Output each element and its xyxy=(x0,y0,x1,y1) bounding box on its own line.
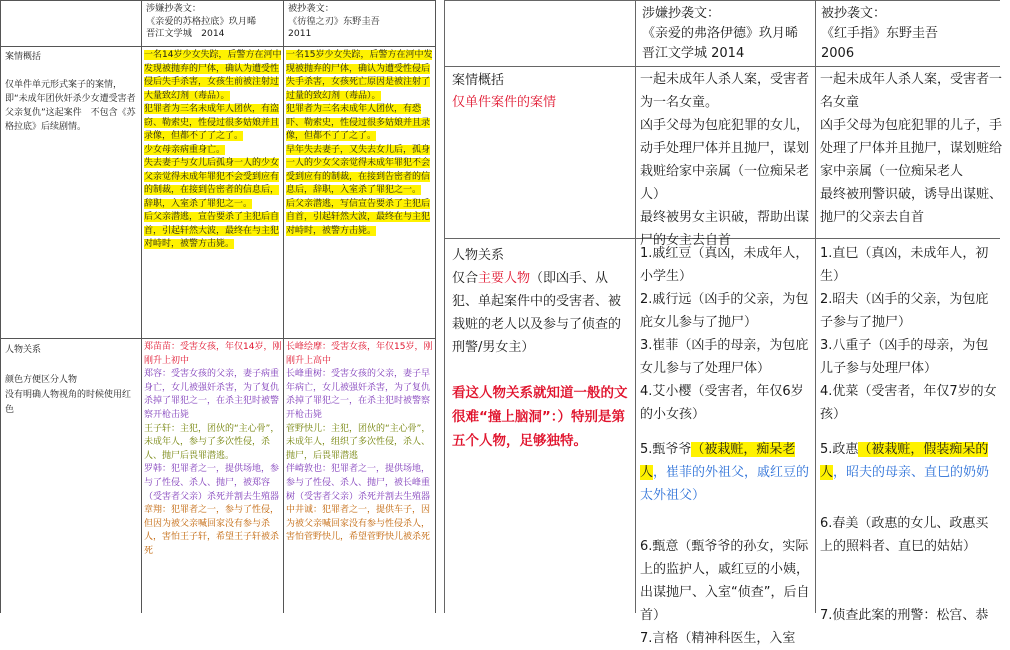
character-entry: 章翔：犯罪者之一，参与了性侵，但因为被父亲喊回家没有参与杀人，害怕王子轩，希望王子轩被杀死 xyxy=(144,505,280,556)
author-comment: 看这人物关系就知道一般的文很难“撞上脑洞”：）特别是第五个人物，足够独特。 xyxy=(452,385,628,449)
summary-paragraph: 后父亲潜逃，写信宣告要杀了主犯后自首，引起轩然大波，最终在与主犯对峙时，被警方击毙。 xyxy=(286,198,431,236)
summary-paragraph: 犯罪者为三名未成年人团伙，有盗窃、勒索史，性侵过很多姑娘并且录像，但都不了了之了。 xyxy=(144,104,280,141)
right-header-plagiarist xyxy=(642,4,814,64)
header-line: 被抄袭文： xyxy=(288,3,334,14)
character-entry: 2.戚行远（凶手的父亲，为包庇女儿参与了抛尸） xyxy=(640,292,809,330)
summary-paragraph: 失去妻子与女儿后孤身一人的少女父亲觉得未成年罪犯不会受到应有的制裁，在接到告密者的信息后，辞职，入室杀了罪犯之一。 xyxy=(144,158,280,209)
row-title: 人物关系 xyxy=(452,248,505,263)
character-entry: 7.言格（精神科医生，入室 xyxy=(640,631,796,646)
right-comparison-table xyxy=(444,0,1003,646)
entry-relation: ，昭夫的母亲、直巳的奶奶 xyxy=(833,465,990,480)
header-line: 《亲爱的弗洛伊德》玖月晞 xyxy=(642,26,799,41)
character-entry: 中井诚：犯罪者之一，提供车子，因为被父亲喊回家没有参与性侵杀人，害怕菅野快儿，希望菅野快儿被杀死 xyxy=(286,505,431,543)
row-note: 仅单件单元形式案子的案情，即“未成年团伙奸杀少女遭受害者父亲复仇”这起案件 不包含《苏格拉底》后续剧情。 xyxy=(5,80,136,132)
character-entry: 2.昭夫（凶手的父亲，为包庇子参与了抛尸） xyxy=(820,292,989,330)
character-entry: 长峰绘摩：受害女孩，年仅15岁，刚刚升上高中 xyxy=(286,342,433,366)
header-line: 晋江文学城 2014 xyxy=(642,46,745,61)
row-note-text: （即凶手、从犯、单起案件中的受害者、被栽赃的老人以及参与了侦查的刑警/男女主） xyxy=(452,271,622,355)
summary-paragraph: 凶手父母为包庇犯罪的儿子，手处理了尸体并且抛尸，谋划赃给家中亲属（一位痴呆老人 xyxy=(820,118,1003,179)
case-summary-original xyxy=(820,68,1010,229)
row-note: 颜色方便区分人物 xyxy=(5,375,78,385)
character-entry: 1.直巳（真凶，未成年人，初生） xyxy=(820,246,989,284)
summary-paragraph: 一起未成年人杀人案，受害者为一名女童。 xyxy=(640,72,810,110)
character-entry: 伴崎敦也：犯罪者之一，提供场地，参与了性侵、杀人、抛尸，被长峰重树（受害者父亲）杀死并割去生殖器 xyxy=(286,464,431,502)
header-line: 《彷徨之刃》东野圭吾 xyxy=(288,15,380,27)
header-line: 2011 xyxy=(288,28,312,39)
character-entry: 罗韩：犯罪者之一，提供场地，参与了性侵、杀人、抛尸，被郑容（受害者父亲）杀死并割去生殖器 xyxy=(144,464,280,502)
summary-paragraph: 少女母亲病重身亡。 xyxy=(144,144,226,155)
summary-paragraph: 一起未成年人杀人案，受害者一名女童 xyxy=(820,72,1003,110)
row-title: 案情概括 xyxy=(452,73,505,88)
entry-relation: ，崔菲的外祖父，戚红豆的太外祖父） xyxy=(640,465,810,503)
character-entry: 郑苗苗：受害女孩，年仅14岁，刚刚升上初中 xyxy=(144,342,282,366)
case-summary-label xyxy=(452,70,632,114)
header-line: 被抄袭文： xyxy=(821,6,887,21)
case-summary-label xyxy=(5,50,136,134)
entry-text: 5.甄爷爷 xyxy=(640,442,692,457)
summary-paragraph: 犯罪者为三名未成年人团伙，有恐吓、勒索史，性侵过很多姑娘并且录像，但都不了了之了。 xyxy=(286,104,431,141)
entry-highlight: （被栽赃，假装痴呆的人 xyxy=(820,442,989,480)
right-header-original xyxy=(821,4,999,64)
characters-original xyxy=(820,242,998,627)
character-entry: 3.八重子（凶手的母亲，为包儿子参与处理尸体） xyxy=(820,338,989,376)
header-line: 晋江文学城 2014 xyxy=(146,28,225,39)
header-line: 涉嫌抄袭文： xyxy=(642,6,721,21)
case-summary-plagiarist xyxy=(144,49,282,252)
summary-paragraph: 一名14岁少女失踪，后警方在河中发现被抛弃的尸体，确认为遭受性侵后失手杀害，女孩生前被注射过大量致幻剂（毒品）。 xyxy=(144,50,282,101)
summary-paragraph: 最终被男女主识破，帮助出谋尸的女主去自首 xyxy=(640,210,810,248)
character-entry: 6.春美（政惠的女儿、政惠买上的照料者、直巳的姑姑） xyxy=(820,516,989,554)
entry-text: 5.政惠 xyxy=(820,442,859,457)
table-separator xyxy=(436,0,444,613)
case-summary-original xyxy=(286,49,434,238)
row-title: 案情概括 xyxy=(5,52,42,62)
character-entry: 4.艾小樱（受害者，年仅6岁的小女孩） xyxy=(640,384,804,422)
character-entry: 郑容：受害女孩的父亲，妻子病重身亡，女儿被强奸杀害，为了复仇杀掉了罪犯之一，在杀主犯时被警察开枪击毙 xyxy=(144,369,280,420)
left-comparison-table xyxy=(0,0,436,613)
case-summary-plagiarist xyxy=(640,68,813,252)
header-line: 涉嫌抄袭文： xyxy=(146,3,202,14)
character-entry-5 xyxy=(640,438,813,507)
characters-original xyxy=(286,341,434,545)
summary-paragraph: 后父亲潜逃，宣告要杀了主犯后自首，引起轩然大波，最终在与主犯对峙时，被警方击毙。 xyxy=(144,212,280,249)
summary-paragraph: 最终被刑警识破，诱导出谋赃、抛尸的父亲去自首 xyxy=(820,187,1003,225)
row-note: 仅单件案件的案情 xyxy=(452,95,557,110)
characters-plagiarist xyxy=(640,242,813,650)
character-entry: 1.戚红豆（真凶，未成年人，小学生） xyxy=(640,246,809,284)
row-note: 没有明确人物视角的时候使用红色 xyxy=(5,390,132,415)
characters-label xyxy=(5,343,136,418)
character-entry: 长峰重树：受害女孩的父亲，妻子早年病亡，女儿被强奸杀害，为了复仇杀掉了罪犯之一，在杀主犯时被警察开枪击毙 xyxy=(286,369,431,420)
entry-highlight: （被栽赃，痴呆老人 xyxy=(640,442,796,480)
row-note xyxy=(452,267,632,359)
row-note-text: 仅合 xyxy=(452,271,479,286)
header-line: 2006 xyxy=(821,46,855,61)
summary-paragraph: 凶手父母为包庇犯罪的女儿，动手处理尸体并且抛尸，谋划栽赃给家中亲属（一位痴呆老人） xyxy=(640,118,810,202)
row-title: 人物关系 xyxy=(5,345,42,355)
characters-plagiarist xyxy=(144,341,282,559)
character-entry-5 xyxy=(820,438,998,484)
character-entry: 6.甄意（甄爷爷的孙女，实际上的监护人，戚红豆的小姨，出谋抛尸、入室“侦查”，后自首） xyxy=(640,539,810,623)
header-line: 《亲爱的苏格拉底》玖月晞 xyxy=(146,15,257,27)
character-entry: 3.崔菲（凶手的母亲，为包庇女儿参与了处理尸体） xyxy=(640,338,809,376)
summary-paragraph: 一名15岁少女失踪，后警方在河中发现被抛弃的尸体，确认为遭受性侵后失手杀害，女孩死亡原因是被注射了过量的致幻剂（毒品）。 xyxy=(286,50,433,101)
character-entry: 菅野快儿：主犯，团伙的“主心骨”，未成年人，组织了多次性侵，杀人、抛尸，后畏罪潜逃 xyxy=(286,423,431,461)
summary-paragraph: 早年失去妻子，又失去女儿后，孤身一人的少女父亲觉得未成年罪犯不会受到应有的制裁，在接到告密者的信息后，辞职，入室杀了罪犯之一。 xyxy=(286,144,431,195)
characters-label xyxy=(452,244,632,453)
row-note-highlight: 主要人物 xyxy=(478,271,531,286)
left-header-plagiarist xyxy=(146,3,280,41)
character-entry: 王子轩：主犯，团伙的“主心骨”，未成年人，参与了多次性侵，杀人、抛尸后畏罪潜逃。 xyxy=(144,423,280,461)
character-entry: 7.侦查此案的刑警：松宫、恭 xyxy=(820,608,989,623)
header-line: 《红手指》东野圭吾 xyxy=(821,26,939,41)
left-header-original xyxy=(288,3,434,41)
character-entry: 4.优菜（受害者，年仅7岁的女孩） xyxy=(820,384,997,422)
